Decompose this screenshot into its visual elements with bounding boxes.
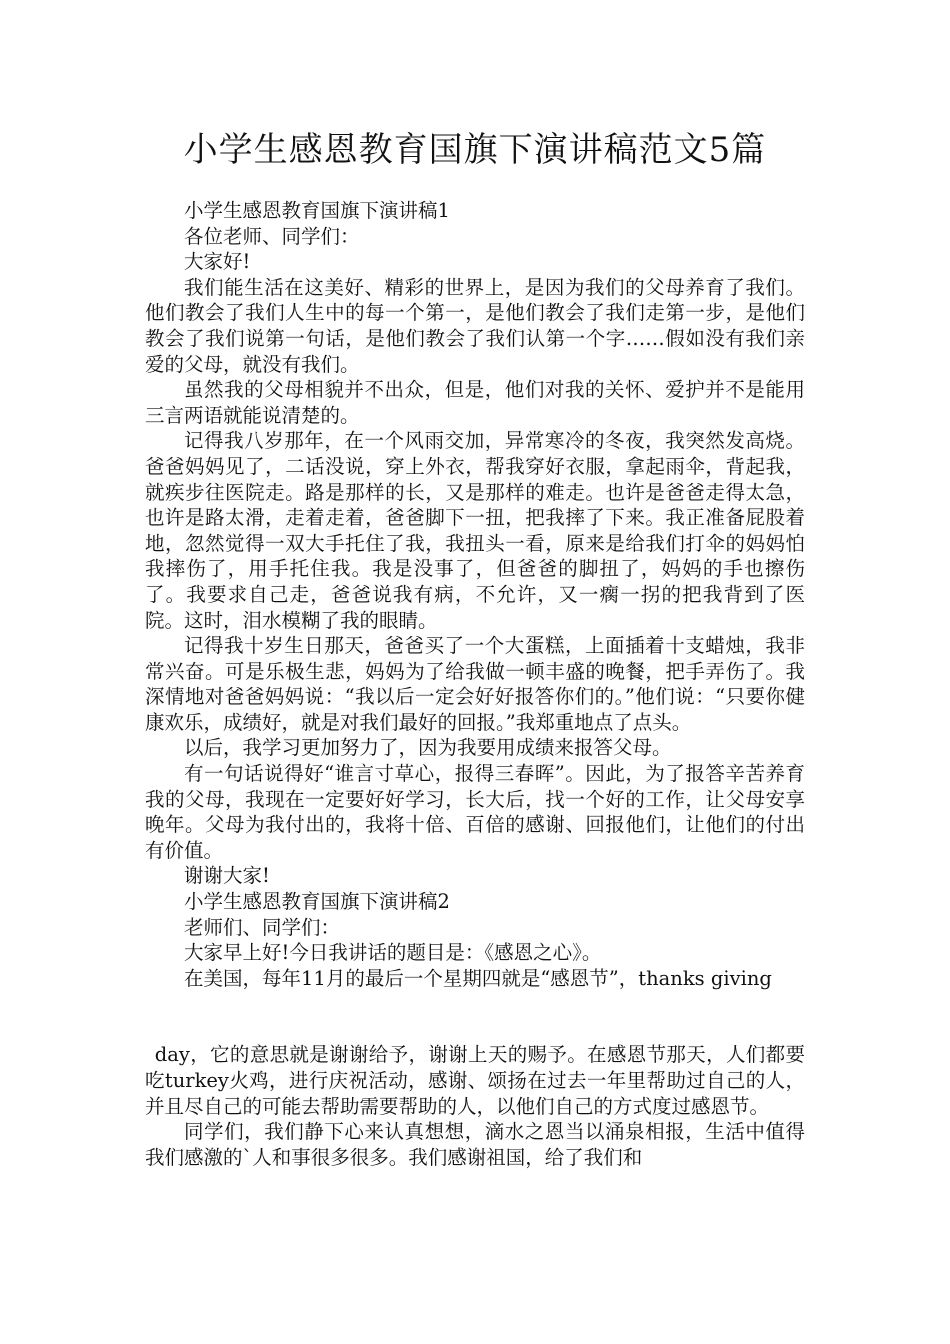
body-paragraph: 在美国，每年11月的最后一个星期四就是“感恩节”，thanks giving — [184, 966, 772, 990]
body-paragraph: 以后，我学习更加努力了，因为我要用成绩来报答父母。 — [184, 736, 672, 760]
section-heading-2: 小学生感恩教育国旗下演讲稿2 — [184, 890, 450, 914]
body-paragraph: 记得我十岁生日那天，爸爸买了一个大蛋糕，上面插着十支蜡烛，我非常兴奋。可是乐极生悲，妈妈为了给我做一顿丰盛的晚餐，把手弄伤了。我深情地对爸爸妈妈说：“我以后一定会好好报答你们的。”他们说：“只要你健康欢乐，成绩好，就是对我们最好的回报。”我郑重地点了点头。 — [145, 634, 805, 734]
body-paragraph: 虽然我的父母相貌并不出众，但是，他们对我的关怀、爱护并不是能用三言两语就能说清楚的。 — [145, 378, 805, 427]
body-paragraph: 有一句话说得好“谁言寸草心，报得三春晖”。因此，为了报答辛苦养育我的父母，我现在一定要好好学习，长大后，找一个好的工作，让父母安享晚年。父母为我付出的，我将十倍、百倍的感谢、回报他们，让他们的付出有价值。 — [145, 762, 805, 862]
section-heading-1: 小学生感恩教育国旗下演讲稿1 — [184, 199, 450, 222]
body-paragraph: 同学们，我们静下心来认真想想，滴水之恩当以涌泉相报，生活中值得我们感激的`人和事很多很多。我们感谢祖国，给了我们和 — [145, 1120, 805, 1169]
greeting-1: 大家好! — [184, 250, 251, 274]
body-paragraph: 我们能生活在这美好、精彩的世界上，是因为我们的父母养育了我们。他们教会了我们人生中的每一个第一，是他们教会了我们走第一步，是他们教会了我们说第一句话，是他们教会了我们认第一个字……假如没有我们亲爱的父母，就没有我们。 — [145, 275, 805, 376]
document-title: 小学生感恩教育国旗下演讲稿范文5篇 — [183, 130, 767, 170]
closing-1: 谢谢大家! — [184, 864, 270, 888]
body-paragraph: 记得我八岁那年，在一个风雨交加，异常寒冷的冬夜，我突然发高烧。爸爸妈妈见了，二话没说，穿上外衣，帮我穿好衣服，拿起雨伞，背起我，就疾步往医院走。路是那样的长，又是那样的难走。也许是爸爸走得太急，也许是路太滑，走着走着，爸爸脚下一扭，把我摔了下来。我正准备屁股着地，忽然觉得一双大手托住了我，我扭头一看，原来是给我们打伞的妈妈怕我摔伤了，用手托住我。我是没事了，但爸爸的脚扭了，妈妈的手也擦伤了。我要求自己走，爸爸说我有病，不允许，又一瘸一拐的把我背到了医院。这时，泪水模糊了我的眼睛。 — [145, 429, 805, 632]
salutation-1: 各位老师、同学们： — [184, 224, 360, 248]
body-paragraph: day，它的意思就是谢谢给予，谢谢上天的赐予。在感恩节那天，人们都要吃turkey火鸡，进行庆祝活动，感谢、颂扬在过去一年里帮助过自己的人，并且尽自己的可能去帮助需要帮助的人，以他们自己的方式度过感恩节。 — [145, 1043, 805, 1118]
document-body — [145, 198, 805, 1170]
paragraph-gap — [145, 991, 805, 1042]
salutation-2: 老师们、同学们： — [184, 915, 341, 939]
greeting-2: 大家早上好!今日我讲话的题目是：《感恩之心》。 — [184, 941, 602, 965]
